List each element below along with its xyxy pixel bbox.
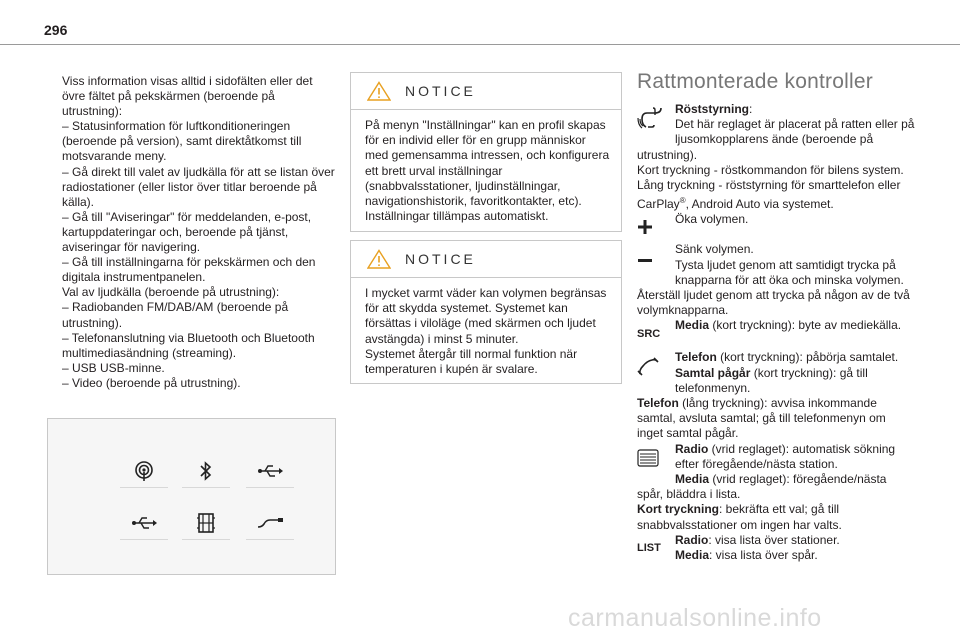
paragraph: Viss information visas alltid i sidofälten eller det övre fältet på pekskärmen (beroende på utrustning): [62,74,313,119]
phone-label: Telefon [637,396,679,411]
mute-text: Tysta ljudet genom att samtidigt trycka på knapparna för att öka och minska volymen. [675,257,904,287]
voice-control-item [637,102,915,212]
call-label: Samtal pågår [675,365,751,380]
short-press-label: Kort tryckning [637,502,720,517]
source-item [637,318,915,340]
paragraph: Val av ljudkälla (beroende på utrustning): [62,285,280,300]
notice-text: I mycket varmt väder kan volymen begränsas för att skydda systemet. Systemet kan försättas i viloläge (med skärmen och ljudet avstängda) i minst 5 minuter. [365,286,607,346]
phone-label: Telefon [675,350,717,365]
voice-text: , Android Auto via systemet. [685,197,834,212]
phone-item [637,350,915,441]
bluetooth-source-icon [182,455,230,488]
list-text: : visa lista över stationer. [708,532,840,547]
src-icon [637,318,675,350]
list-item [637,533,915,563]
radio-text: (vrid reglaget): automatisk sökning efter föregående/nästa station. [675,441,896,471]
colon: : [749,102,753,116]
volume-down-text: Sänk volymen. [675,242,754,257]
media-label: Media [675,548,710,563]
notice-box [350,240,622,384]
paragraph: – Statusinformation för luftkonditioneringen (beroende på version), samt direktåtkomst till motsvarande meny. [62,119,302,164]
paragraph: – Gå till inställningarna för pekskärmen och den digitala instrumentpanelen. [62,255,316,285]
header-divider [0,44,960,45]
section-title: Rattmonterade kontroller [637,70,873,93]
radio-text: : bekräfta ett val; gå till snabbvalsstationer om ingen har valts. [637,502,842,532]
media-label: Media [675,318,710,333]
notice-title: NOTICE [405,83,476,99]
video-source-icon [182,507,230,540]
list-icon-label: LIST [637,542,661,555]
voice-text: Kort tryckning - röstkommandon för bilens system. [637,162,904,177]
voice-command-icon [637,102,675,134]
notice-header [351,73,621,110]
phone-text: (kort tryckning): påbörja samtalet. [716,350,899,365]
radio-label: Radio [675,441,709,456]
minus-icon [637,242,675,274]
volume-down-item [637,242,915,318]
scroll-wheel-icon [637,442,675,474]
list-icon [637,533,675,565]
plus-icon [637,212,675,242]
page-number: 296 [44,22,68,38]
usb-source-icon [120,507,168,540]
src-icon-label: SRC [637,327,661,340]
notice-box [350,72,622,232]
paragraph: – Gå till "Aviseringar" för meddelanden, e-post, kartuppdateringar och, beroende på tjänst, aviseringar för navigering. [62,209,312,255]
paragraph: – Telefonanslutning via Bluetooth och Bluetooth multimediasändning (streaming). [62,330,315,360]
media-source-panel [47,418,336,575]
media-text: (kort tryckning): byte av mediekälla. [709,318,902,333]
volume-up-item [637,212,915,242]
volume-up-text: Öka volymen. [675,212,749,227]
steering-controls-section [637,70,915,565]
warning-icon [367,81,391,101]
radio-item [637,442,915,533]
phone-text: (kort tryckning): gå till telefonmenyn. [675,365,868,395]
voice-label: Röststyrning [675,102,750,116]
mute-text: Återställ ljudet genom att trycka på någon av de två volymknapparna. [637,288,910,318]
paragraph: – Radiobanden FM/DAB/AM (beroende på utrustning). [62,300,289,330]
notice-text: Systemet återgår till normal funktion när temperaturen i kupén är svalare. [365,346,578,377]
cable-source-icon [246,507,294,540]
phone-text: (lång tryckning): avvisa inkommande samtal, avsluta samtal; gå till telefonmenyn om inget samtal pågår. [637,396,886,441]
radio-label: Radio [675,532,709,547]
paragraph: – USB USB-minne. [62,360,165,375]
voice-text: Lång tryckning - röststyrning för smarttelefon eller CarPlay [637,178,901,212]
registered-mark: ® [679,196,686,206]
radio-source-icon [120,455,168,488]
usb-source-icon [246,455,294,488]
watermark: carmanualsonline.info [568,604,822,632]
notice-body [351,110,621,232]
notice-title: NOTICE [405,251,476,267]
paragraph: – Video (beroende på utrustning). [62,375,241,390]
list-text: : visa lista över spår. [709,548,818,563]
notice-body [351,278,621,385]
notice-header [351,241,621,278]
warning-icon [367,249,391,269]
voice-text: Det här reglaget är placerat på ratten eller på ljusomkopplarens ände (beroende på utrustning). [637,117,915,162]
left-column [62,74,338,391]
paragraph: – Gå direkt till valet av ljudkälla för att se listan över radiostationer (eller listor över titlar beroende på källa). [62,164,335,209]
notice-text: På menyn "Inställningar" kan en profil skapas för en individ eller för en grupp människor med gemensamma intressen, och konfigurera ett brett urval inställningar (snabbvalsstationer, ljudinställningar, navigationshistorik, favoritkontakter, etc). Inställningar tillämpas automatiskt. [365,118,610,224]
radio-text: (vrid reglaget): föregående/nästa spår, bläddra i lista. [637,472,887,502]
media-label: Media [675,472,710,487]
phone-icon [637,350,675,382]
